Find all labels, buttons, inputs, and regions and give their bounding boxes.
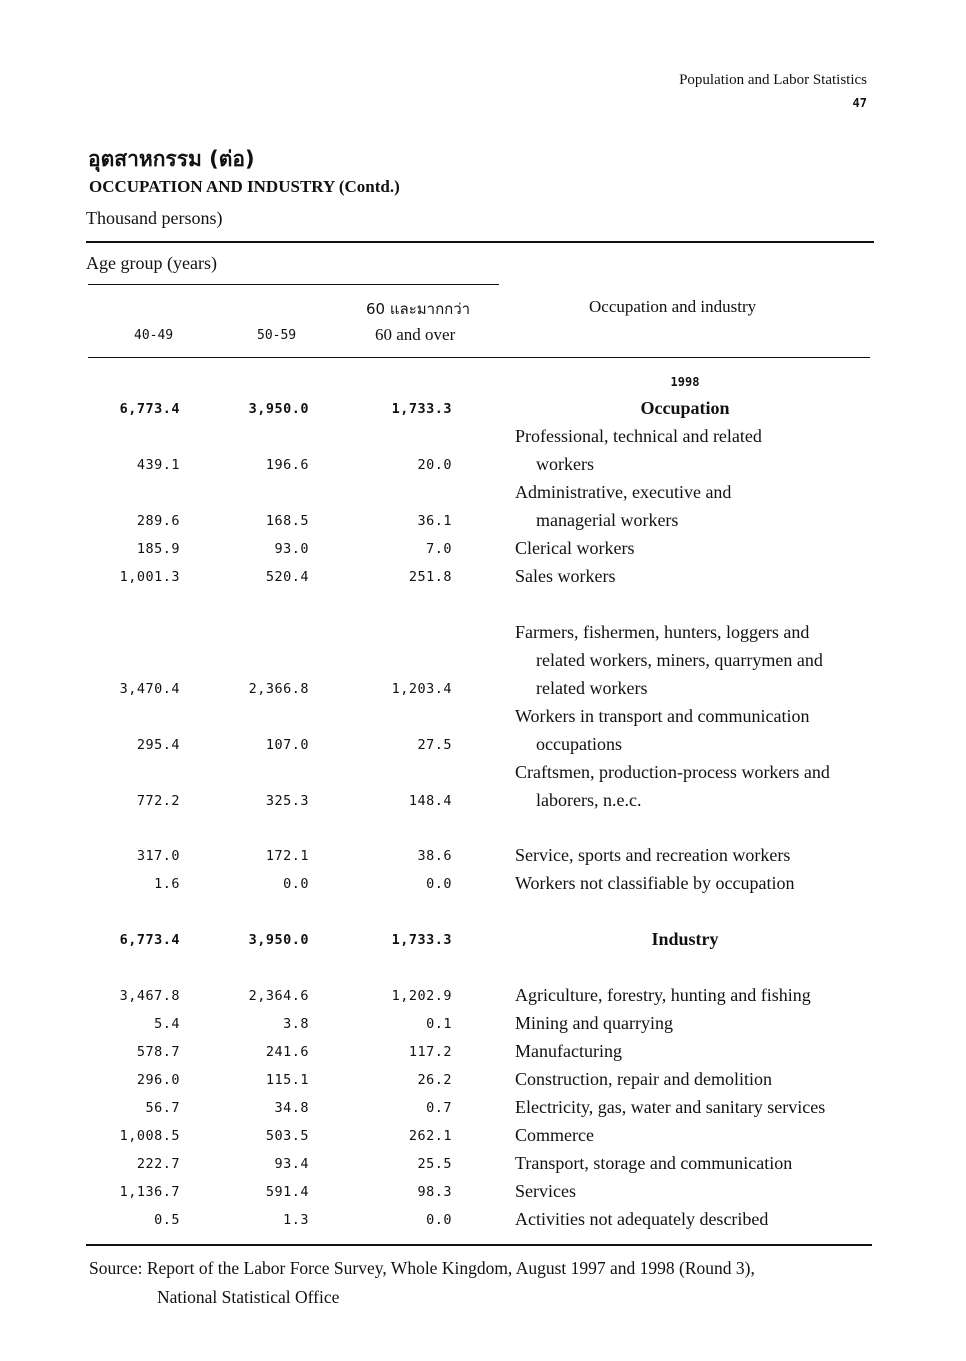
cell-40-49: 295.4	[136, 737, 180, 753]
header-bottom-rule	[88, 357, 870, 358]
row-label: Service, sports and recreation workers	[515, 845, 791, 865]
cell-40-49: 185.9	[136, 541, 180, 557]
industry-heading: Industry	[651, 929, 719, 949]
col2-header: 50-59	[257, 328, 297, 343]
cell-40-49: 289.6	[136, 513, 180, 529]
english-title: OCCUPATION AND INDUSTRY (Contd.)	[89, 177, 400, 196]
col3-header: 60 and over	[375, 325, 456, 344]
cell-60-over: 0.0	[426, 1212, 452, 1228]
row-label: Activities not adequately described	[515, 1209, 769, 1229]
cell-60-over: 148.4	[408, 793, 452, 809]
cell-40-49: 296.0	[136, 1072, 180, 1088]
thai-title: อุตสาหกรรม (ต่อ)	[88, 147, 255, 171]
cell-40-49: 439.1	[136, 457, 180, 473]
unit-label: Thousand persons)	[86, 208, 223, 228]
row-label: Mining and quarrying	[515, 1013, 673, 1033]
cell-50-59: 172.1	[265, 848, 309, 864]
cell-50-59: 241.6	[265, 1044, 309, 1060]
row-label-cont: managerial workers	[536, 510, 679, 530]
cell-50-59: 2,364.6	[248, 988, 309, 1004]
col1-header: 40-49	[134, 328, 174, 343]
cell-60-over: 25.5	[417, 1156, 452, 1172]
table-top-rule	[86, 241, 874, 243]
cell-40-49: 772.2	[136, 793, 180, 809]
row-label-cont: related workers	[536, 678, 648, 698]
cell-40-49: 1,001.3	[119, 569, 180, 585]
cell-50-59: 107.0	[265, 737, 309, 753]
cell-50-59: 325.3	[265, 793, 309, 809]
source-note-cont: National Statistical Office	[157, 1287, 340, 1307]
row-label: Manufacturing	[515, 1041, 622, 1061]
cell-60-over: 98.3	[417, 1184, 452, 1200]
occupation-heading: Occupation	[640, 398, 730, 418]
row-label-cont: occupations	[536, 734, 622, 754]
year-label: 1998	[670, 375, 700, 389]
cell-50-59: 93.0	[274, 541, 309, 557]
cell-60-over: 36.1	[417, 513, 452, 529]
occupation-total-40-49: 6,773.4	[119, 401, 180, 417]
cell-50-59: 93.4	[274, 1156, 309, 1172]
cell-50-59: 520.4	[265, 569, 309, 585]
row-label: Professional, technical and related	[515, 426, 762, 446]
cell-40-49: 3,470.4	[119, 681, 180, 697]
cell-60-over: 262.1	[408, 1128, 452, 1144]
row-label: Construction, repair and demolition	[515, 1069, 772, 1089]
cell-60-over: 117.2	[408, 1044, 452, 1060]
cell-50-59: 115.1	[265, 1072, 309, 1088]
cell-40-49: 1.6	[154, 876, 180, 892]
row-label: Workers in transport and communication	[515, 706, 810, 726]
occupation-industry-header: Occupation and industry	[589, 297, 757, 316]
row-label: Agriculture, forestry, hunting and fishing	[515, 985, 811, 1005]
occupation-total-60-over: 1,733.3	[391, 401, 452, 417]
cell-60-over: 20.0	[417, 457, 452, 473]
cell-40-49: 5.4	[154, 1016, 180, 1032]
industry-total-60-over: 1,733.3	[391, 932, 452, 948]
page-number: 47	[852, 96, 867, 110]
cell-60-over: 1,203.4	[391, 681, 452, 697]
industry-total-40-49: 6,773.4	[119, 932, 180, 948]
age-group-rule	[88, 284, 499, 285]
cell-60-over: 7.0	[426, 541, 452, 557]
source-note: Source: Report of the Labor Force Survey, Whole Kingdom, August 1997 and 1998 (Round 3),	[89, 1258, 755, 1278]
row-label-cont: workers	[536, 454, 594, 474]
cell-60-over: 0.1	[426, 1016, 452, 1032]
row-label: Transport, storage and communication	[515, 1153, 793, 1173]
row-label: Electricity, gas, water and sanitary services	[515, 1097, 826, 1117]
row-label: Administrative, executive and	[515, 482, 732, 502]
cell-40-49: 3,467.8	[119, 988, 180, 1004]
row-label: Workers not classifiable by occupation	[515, 873, 795, 893]
running-header: Population and Labor Statistics	[679, 72, 867, 88]
cell-50-59: 1.3	[283, 1212, 309, 1228]
cell-50-59: 591.4	[265, 1184, 309, 1200]
cell-60-over: 0.7	[426, 1100, 452, 1116]
row-label-cont: laborers, n.e.c.	[536, 790, 642, 810]
cell-50-59: 196.6	[265, 457, 309, 473]
row-label-cont: related workers, miners, quarrymen and	[536, 650, 823, 670]
table-bottom-rule	[86, 1244, 872, 1246]
cell-50-59: 168.5	[265, 513, 309, 529]
cell-50-59: 3.8	[283, 1016, 309, 1032]
row-label: Clerical workers	[515, 538, 635, 558]
row-label: Services	[515, 1181, 576, 1201]
industry-total-50-59: 3,950.0	[248, 932, 309, 948]
age-group-label: Age group (years)	[86, 253, 217, 273]
cell-60-over: 251.8	[408, 569, 452, 585]
cell-60-over: 38.6	[417, 848, 452, 864]
cell-40-49: 1,008.5	[119, 1128, 180, 1144]
row-label: Craftsmen, production-process workers and	[515, 762, 830, 782]
cell-60-over: 1,202.9	[391, 988, 452, 1004]
occupation-total-50-59: 3,950.0	[248, 401, 309, 417]
cell-40-49: 317.0	[136, 848, 180, 864]
row-label: Commerce	[515, 1125, 594, 1145]
cell-50-59: 0.0	[283, 876, 309, 892]
col3-thai-header: 60 และมากกว่า	[366, 300, 471, 318]
cell-40-49: 1,136.7	[119, 1184, 180, 1200]
cell-40-49: 222.7	[136, 1156, 180, 1172]
cell-40-49: 0.5	[154, 1212, 180, 1228]
row-label: Farmers, fishermen, hunters, loggers and	[515, 622, 810, 642]
cell-60-over: 0.0	[426, 876, 452, 892]
cell-60-over: 26.2	[417, 1072, 452, 1088]
row-label: Sales workers	[515, 566, 616, 586]
cell-50-59: 34.8	[274, 1100, 309, 1116]
cell-60-over: 27.5	[417, 737, 452, 753]
cell-50-59: 2,366.8	[248, 681, 309, 697]
cell-40-49: 56.7	[145, 1100, 180, 1116]
cell-40-49: 578.7	[136, 1044, 180, 1060]
cell-50-59: 503.5	[265, 1128, 309, 1144]
